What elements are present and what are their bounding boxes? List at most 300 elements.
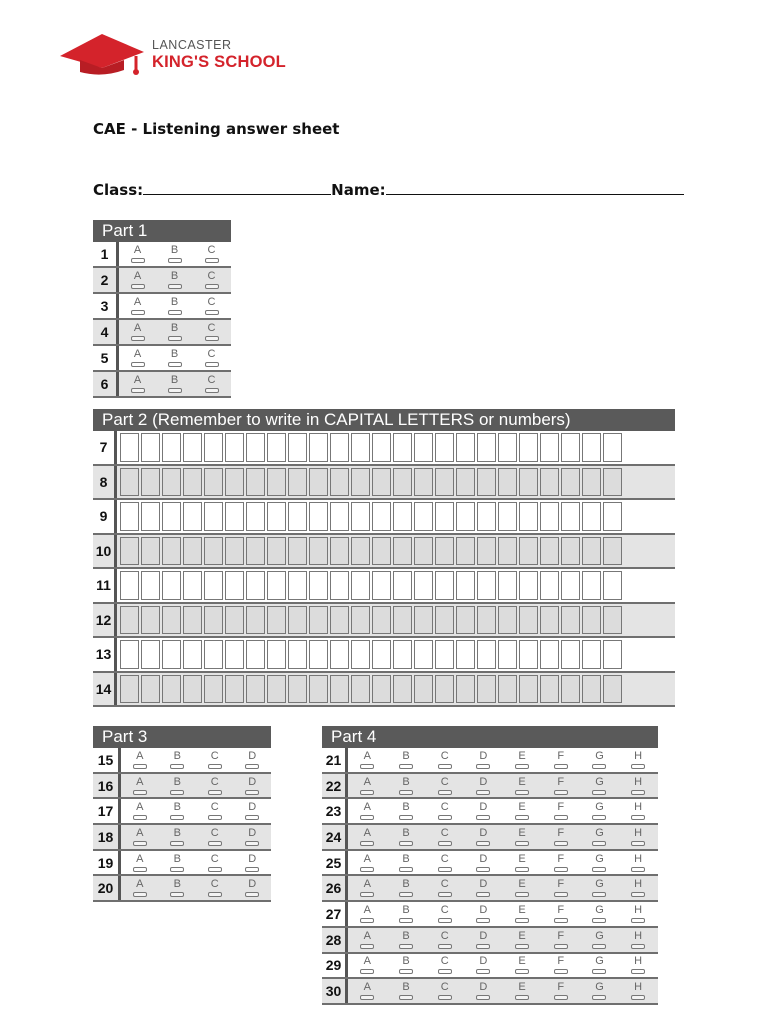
option-bubble[interactable] [208,892,222,897]
letter-box[interactable] [351,433,370,462]
option-bubble[interactable] [360,995,374,1000]
option-bubble[interactable] [515,790,529,795]
letter-box[interactable] [330,640,349,669]
letter-box[interactable] [288,640,307,669]
letter-box[interactable] [372,433,391,462]
letter-box[interactable] [120,433,139,462]
letter-box[interactable] [183,640,202,669]
name-field[interactable] [386,180,684,195]
option-bubble[interactable] [168,258,182,263]
answer-option-g[interactable] [580,928,619,952]
option-bubble[interactable] [399,995,413,1000]
answer-option-g[interactable] [580,876,619,900]
letter-box[interactable] [288,606,307,635]
option-bubble[interactable] [592,764,606,769]
letter-box[interactable] [267,502,286,531]
letter-box[interactable] [141,675,160,704]
letter-box[interactable] [393,468,412,497]
letter-box[interactable] [435,433,454,462]
answer-option-b[interactable] [156,268,193,292]
option-bubble[interactable] [631,841,645,846]
letter-box[interactable] [351,468,370,497]
option-bubble[interactable] [399,764,413,769]
letter-box[interactable] [372,640,391,669]
answer-option-c[interactable] [193,346,230,370]
option-bubble[interactable] [168,284,182,289]
answer-option-d[interactable] [464,825,503,849]
letter-box[interactable] [456,468,475,497]
letter-box[interactable] [561,640,580,669]
letter-box[interactable] [456,606,475,635]
answer-option-c[interactable] [425,748,464,772]
option-bubble[interactable] [438,892,452,897]
option-bubble[interactable] [554,944,568,949]
answer-option-e[interactable] [503,928,542,952]
option-bubble[interactable] [554,790,568,795]
option-bubble[interactable] [399,918,413,923]
letter-box[interactable] [414,640,433,669]
letter-box[interactable] [288,537,307,566]
letter-box[interactable] [477,537,496,566]
option-bubble[interactable] [208,867,222,872]
answer-option-c[interactable] [193,294,230,318]
option-bubble[interactable] [515,995,529,1000]
answer-option-c[interactable] [425,954,464,978]
letter-box[interactable] [414,606,433,635]
letter-box[interactable] [288,675,307,704]
answer-option-h[interactable] [619,928,658,952]
option-bubble[interactable] [245,867,259,872]
letter-box[interactable] [225,468,244,497]
option-bubble[interactable] [476,969,490,974]
letter-box[interactable] [183,606,202,635]
option-bubble[interactable] [245,764,259,769]
option-bubble[interactable] [438,867,452,872]
option-bubble[interactable] [631,969,645,974]
letter-box[interactable] [540,606,559,635]
answer-option-b[interactable] [387,928,426,952]
answer-option-h[interactable] [619,774,658,798]
answer-option-c[interactable] [196,851,234,875]
letter-box[interactable] [561,606,580,635]
answer-option-f[interactable] [541,979,580,1003]
letter-box[interactable] [267,433,286,462]
letter-box[interactable] [162,606,181,635]
option-bubble[interactable] [168,388,182,393]
answer-option-g[interactable] [580,799,619,823]
option-bubble[interactable] [476,867,490,872]
letter-box[interactable] [393,675,412,704]
answer-option-c[interactable] [196,876,234,900]
letter-box[interactable] [372,537,391,566]
letter-box[interactable] [435,468,454,497]
option-bubble[interactable] [131,258,145,263]
letter-box[interactable] [477,502,496,531]
letter-box[interactable] [330,571,349,600]
answer-option-b[interactable] [387,851,426,875]
letter-box[interactable] [351,571,370,600]
letter-box[interactable] [162,537,181,566]
letter-box[interactable] [393,606,412,635]
option-bubble[interactable] [131,284,145,289]
letter-box[interactable] [603,502,622,531]
answer-option-a[interactable] [348,774,387,798]
letter-box[interactable] [561,468,580,497]
letter-box[interactable] [603,433,622,462]
option-bubble[interactable] [208,764,222,769]
letter-box[interactable] [246,606,265,635]
option-bubble[interactable] [554,918,568,923]
letter-box[interactable] [351,537,370,566]
letter-box[interactable] [204,468,223,497]
letter-box[interactable] [519,675,538,704]
letter-box[interactable] [204,675,223,704]
answer-option-c[interactable] [425,774,464,798]
answer-option-c[interactable] [425,851,464,875]
answer-option-a[interactable] [119,268,156,292]
letter-box[interactable] [393,502,412,531]
letter-box[interactable] [498,468,517,497]
option-bubble[interactable] [205,388,219,393]
option-bubble[interactable] [399,841,413,846]
letter-box[interactable] [267,571,286,600]
option-bubble[interactable] [631,918,645,923]
option-bubble[interactable] [168,362,182,367]
answer-option-a[interactable] [119,346,156,370]
letter-box[interactable] [477,433,496,462]
option-bubble[interactable] [208,815,222,820]
option-bubble[interactable] [360,790,374,795]
answer-option-a[interactable] [348,876,387,900]
option-bubble[interactable] [133,790,147,795]
option-bubble[interactable] [515,841,529,846]
answer-option-g[interactable] [580,902,619,926]
answer-option-b[interactable] [156,372,193,396]
letter-box[interactable] [204,606,223,635]
answer-option-a[interactable] [121,876,159,900]
option-bubble[interactable] [476,764,490,769]
letter-box[interactable] [603,675,622,704]
option-bubble[interactable] [438,790,452,795]
letter-box[interactable] [141,433,160,462]
letter-box[interactable] [330,537,349,566]
letter-box[interactable] [120,571,139,600]
letter-box[interactable] [540,640,559,669]
letter-box[interactable] [372,606,391,635]
answer-option-b[interactable] [159,825,197,849]
class-field[interactable] [143,180,331,195]
option-bubble[interactable] [399,969,413,974]
answer-option-d[interactable] [464,902,503,926]
letter-box[interactable] [330,606,349,635]
answer-option-b[interactable] [387,774,426,798]
answer-option-b[interactable] [156,242,193,266]
letter-box[interactable] [519,502,538,531]
option-bubble[interactable] [205,362,219,367]
answer-option-e[interactable] [503,825,542,849]
letter-box[interactable] [330,468,349,497]
option-bubble[interactable] [399,867,413,872]
option-bubble[interactable] [131,362,145,367]
letter-box[interactable] [477,675,496,704]
letter-box[interactable] [519,433,538,462]
letter-box[interactable] [225,606,244,635]
answer-option-a[interactable] [348,825,387,849]
letter-box[interactable] [351,606,370,635]
option-bubble[interactable] [476,918,490,923]
letter-box[interactable] [162,675,181,704]
letter-box[interactable] [477,468,496,497]
option-bubble[interactable] [170,841,184,846]
answer-option-b[interactable] [156,294,193,318]
answer-option-e[interactable] [503,748,542,772]
letter-box[interactable] [309,433,328,462]
option-bubble[interactable] [554,969,568,974]
option-bubble[interactable] [476,892,490,897]
letter-box[interactable] [498,675,517,704]
letter-box[interactable] [519,537,538,566]
letter-box[interactable] [477,571,496,600]
letter-box[interactable] [582,675,601,704]
letter-box[interactable] [267,640,286,669]
option-bubble[interactable] [515,918,529,923]
answer-option-b[interactable] [159,851,197,875]
letter-box[interactable] [267,675,286,704]
option-bubble[interactable] [360,841,374,846]
answer-option-b[interactable] [156,320,193,344]
answer-option-c[interactable] [193,372,230,396]
option-bubble[interactable] [515,944,529,949]
letter-box[interactable] [477,606,496,635]
letter-box[interactable] [204,571,223,600]
option-bubble[interactable] [438,764,452,769]
letter-box[interactable] [141,571,160,600]
letter-box[interactable] [498,606,517,635]
answer-option-g[interactable] [580,825,619,849]
letter-box[interactable] [456,433,475,462]
letter-box[interactable] [456,502,475,531]
answer-option-c[interactable] [425,876,464,900]
answer-option-f[interactable] [541,954,580,978]
letter-box[interactable] [582,537,601,566]
option-bubble[interactable] [631,815,645,820]
answer-option-g[interactable] [580,748,619,772]
letter-box[interactable] [246,571,265,600]
option-bubble[interactable] [476,841,490,846]
answer-option-d[interactable] [464,876,503,900]
answer-option-e[interactable] [503,979,542,1003]
letter-box[interactable] [120,468,139,497]
answer-option-d[interactable] [234,748,272,772]
letter-box[interactable] [561,502,580,531]
answer-option-d[interactable] [464,928,503,952]
answer-option-c[interactable] [193,242,230,266]
option-bubble[interactable] [554,892,568,897]
option-bubble[interactable] [133,867,147,872]
letter-box[interactable] [456,675,475,704]
letter-box[interactable] [540,468,559,497]
letter-box[interactable] [162,502,181,531]
letter-box[interactable] [435,571,454,600]
option-bubble[interactable] [476,944,490,949]
letter-box[interactable] [183,433,202,462]
letter-box[interactable] [540,537,559,566]
option-bubble[interactable] [476,790,490,795]
option-bubble[interactable] [168,336,182,341]
letter-box[interactable] [393,571,412,600]
letter-box[interactable] [435,502,454,531]
letter-box[interactable] [582,502,601,531]
letter-box[interactable] [561,433,580,462]
letter-box[interactable] [204,433,223,462]
answer-option-a[interactable] [121,851,159,875]
answer-option-f[interactable] [541,799,580,823]
answer-option-c[interactable] [193,268,230,292]
letter-box[interactable] [162,433,181,462]
answer-option-g[interactable] [580,774,619,798]
letter-box[interactable] [498,571,517,600]
letter-box[interactable] [162,640,181,669]
option-bubble[interactable] [631,892,645,897]
letter-box[interactable] [309,537,328,566]
answer-option-d[interactable] [234,774,272,798]
letter-box[interactable] [183,502,202,531]
letter-box[interactable] [540,571,559,600]
option-bubble[interactable] [438,841,452,846]
answer-option-f[interactable] [541,851,580,875]
answer-option-c[interactable] [196,799,234,823]
option-bubble[interactable] [554,815,568,820]
answer-option-c[interactable] [425,979,464,1003]
answer-option-b[interactable] [387,748,426,772]
answer-option-d[interactable] [464,979,503,1003]
answer-option-b[interactable] [159,748,197,772]
letter-box[interactable] [309,468,328,497]
option-bubble[interactable] [133,815,147,820]
option-bubble[interactable] [208,790,222,795]
option-bubble[interactable] [592,995,606,1000]
option-bubble[interactable] [438,918,452,923]
answer-option-a[interactable] [121,799,159,823]
letter-box[interactable] [246,433,265,462]
option-bubble[interactable] [515,867,529,872]
letter-box[interactable] [414,675,433,704]
letter-box[interactable] [351,502,370,531]
answer-option-e[interactable] [503,954,542,978]
answer-option-f[interactable] [541,825,580,849]
letter-box[interactable] [561,537,580,566]
letter-box[interactable] [582,468,601,497]
letter-box[interactable] [246,537,265,566]
answer-option-a[interactable] [119,320,156,344]
answer-option-b[interactable] [387,825,426,849]
option-bubble[interactable] [438,944,452,949]
letter-box[interactable] [498,433,517,462]
letter-box[interactable] [267,468,286,497]
letter-box[interactable] [309,606,328,635]
option-bubble[interactable] [554,841,568,846]
answer-option-e[interactable] [503,902,542,926]
letter-box[interactable] [309,502,328,531]
answer-option-b[interactable] [387,902,426,926]
letter-box[interactable] [141,537,160,566]
option-bubble[interactable] [205,284,219,289]
option-bubble[interactable] [360,944,374,949]
option-bubble[interactable] [631,867,645,872]
letter-box[interactable] [246,675,265,704]
answer-option-f[interactable] [541,774,580,798]
letter-box[interactable] [225,502,244,531]
letter-box[interactable] [519,468,538,497]
option-bubble[interactable] [592,918,606,923]
option-bubble[interactable] [554,995,568,1000]
answer-option-b[interactable] [387,799,426,823]
option-bubble[interactable] [592,790,606,795]
answer-option-c[interactable] [425,928,464,952]
answer-option-a[interactable] [119,372,156,396]
answer-option-c[interactable] [196,748,234,772]
letter-box[interactable] [204,502,223,531]
answer-option-d[interactable] [234,799,272,823]
option-bubble[interactable] [399,790,413,795]
letter-box[interactable] [435,537,454,566]
option-bubble[interactable] [592,815,606,820]
letter-box[interactable] [309,571,328,600]
letter-box[interactable] [351,640,370,669]
option-bubble[interactable] [592,969,606,974]
answer-option-g[interactable] [580,979,619,1003]
letter-box[interactable] [414,537,433,566]
option-bubble[interactable] [515,815,529,820]
letter-box[interactable] [603,571,622,600]
letter-box[interactable] [603,606,622,635]
option-bubble[interactable] [631,995,645,1000]
letter-box[interactable] [120,537,139,566]
letter-box[interactable] [120,640,139,669]
letter-box[interactable] [414,571,433,600]
answer-option-c[interactable] [425,799,464,823]
option-bubble[interactable] [360,867,374,872]
letter-box[interactable] [435,640,454,669]
answer-option-a[interactable] [348,979,387,1003]
answer-option-b[interactable] [387,954,426,978]
letter-box[interactable] [162,468,181,497]
letter-box[interactable] [120,502,139,531]
letter-box[interactable] [603,537,622,566]
option-bubble[interactable] [205,258,219,263]
letter-box[interactable] [519,571,538,600]
answer-option-b[interactable] [159,876,197,900]
letter-box[interactable] [204,537,223,566]
option-bubble[interactable] [131,336,145,341]
option-bubble[interactable] [631,790,645,795]
answer-option-a[interactable] [348,799,387,823]
answer-option-c[interactable] [193,320,230,344]
answer-option-f[interactable] [541,748,580,772]
answer-option-b[interactable] [159,774,197,798]
option-bubble[interactable] [360,918,374,923]
answer-option-f[interactable] [541,876,580,900]
answer-option-b[interactable] [156,346,193,370]
answer-option-b[interactable] [159,799,197,823]
answer-option-b[interactable] [387,979,426,1003]
letter-box[interactable] [603,640,622,669]
option-bubble[interactable] [399,944,413,949]
option-bubble[interactable] [631,944,645,949]
option-bubble[interactable] [168,310,182,315]
option-bubble[interactable] [245,841,259,846]
answer-option-a[interactable] [348,902,387,926]
